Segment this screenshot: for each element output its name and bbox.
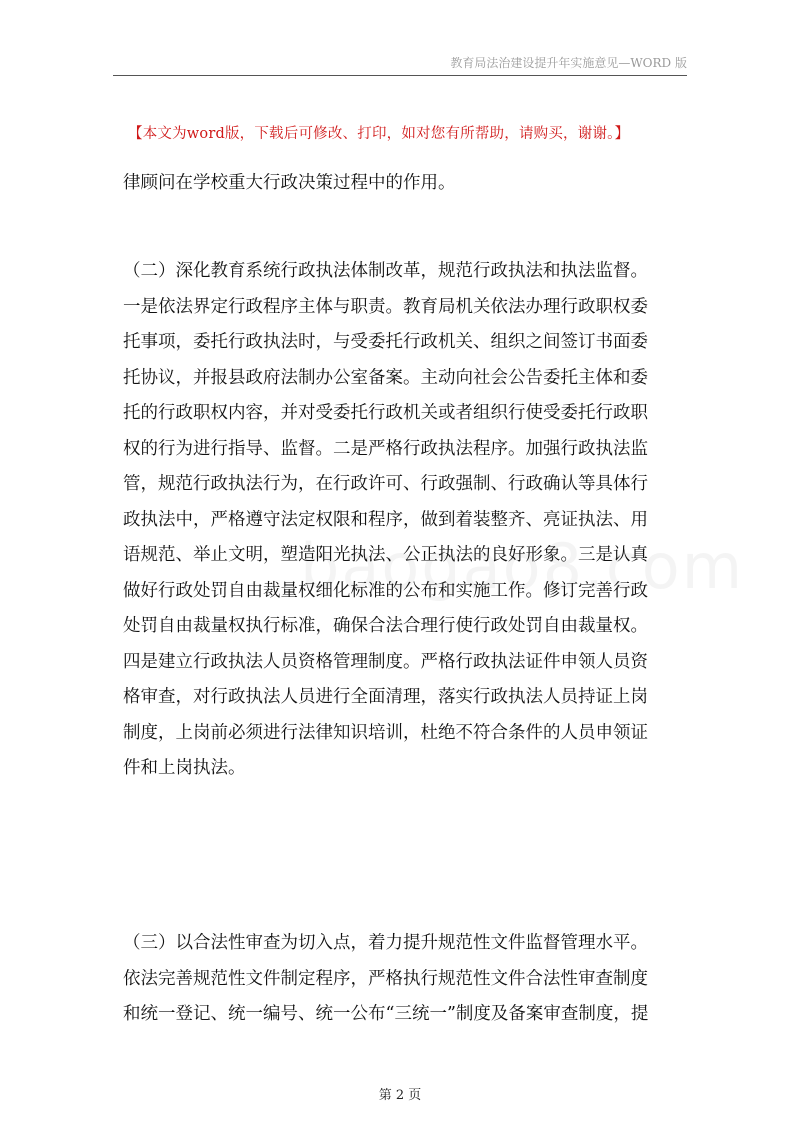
running-header: 教育局法治建设提升年实施意见—WORD 版 bbox=[450, 56, 687, 70]
text-line: 托事项，委托行政执法时，与受委托行政机关、组织之间签订书面委 bbox=[123, 332, 648, 352]
text-line: 律顾问在学校重大行政决策过程中的作用。 bbox=[123, 173, 456, 193]
text-line: 依法完善规范性文件制定程序，严格执行规范性文件合法性审查制度 bbox=[123, 968, 648, 989]
paragraph-section-three bbox=[123, 926, 683, 1033]
section-two-heading: （二）深化教育系统行政执法体制改革，规范行政执法和执法监督。 bbox=[123, 261, 648, 281]
text-line: 托的行政职权内容，并对受委托行政机关或者组织行使受委托行政职 bbox=[123, 403, 648, 423]
download-notice: 【本文为word版，下载后可修改、打印，如对您有所帮助，请购买，谢谢。】 bbox=[128, 126, 630, 142]
text-line: 件和上岗执法。 bbox=[123, 758, 246, 778]
text-line: 权的行为进行指导、监督。二是严格行政执法程序。加强行政执法监 bbox=[123, 438, 648, 459]
section-three-heading: （三）以合法性审查为切入点，着力提升规范性文件监督管理水平。 bbox=[123, 933, 648, 953]
text-line: 语规范、举止文明，塑造阳光执法、公正执法的良好形象。三是认真 bbox=[123, 545, 648, 565]
text-line: 四是建立行政执法人员资格管理制度。严格行政执法证件申领人员资 bbox=[123, 651, 648, 672]
text-line: 和统一登记、统一编号、统一公布“三统一”制度及备案审查制度，提 bbox=[123, 1004, 649, 1024]
header-divider bbox=[113, 75, 687, 76]
paragraph-intro bbox=[123, 166, 683, 202]
text-line: 政执法中，严格遵守法定权限和程序，做到着装整齐、亮证执法、用 bbox=[123, 509, 648, 530]
paragraph-section-two bbox=[123, 254, 683, 787]
text-line: 管，规范行政执法行为，在行政许可、行政强制、行政确认等具体行 bbox=[123, 474, 648, 494]
text-line: 托协议，并报县政府法制办公室备案。主动向社会公告委托主体和委 bbox=[123, 367, 648, 388]
page-number: 第 2 页 bbox=[378, 1088, 422, 1103]
text-line: 做好行政处罚自由裁量权细化标准的公布和实施工作。修订完善行政 bbox=[123, 580, 648, 601]
text-line: 一是依法界定行政程序主体与职责。教育局机关依法办理行政职权委 bbox=[123, 296, 648, 317]
text-line: 制度，上岗前必须进行法律知识培训，杜绝不符合条件的人员申领证 bbox=[123, 722, 648, 743]
text-line: 处罚自由裁量权执行标准，确保合法合理行使行政处罚自由裁量权。 bbox=[123, 616, 648, 636]
text-line: 格审查，对行政执法人员进行全面清理，落实行政执法人员持证上岗 bbox=[123, 687, 648, 707]
